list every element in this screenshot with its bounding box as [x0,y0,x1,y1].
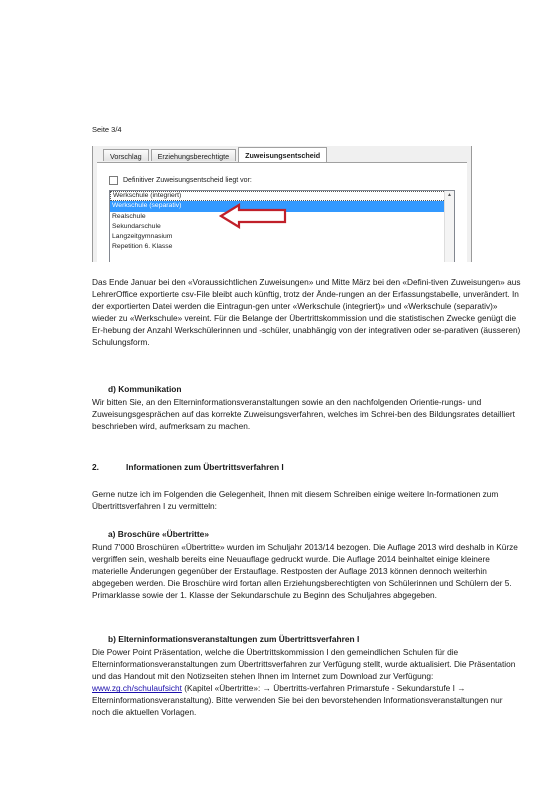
tab-vorschlag[interactable]: Vorschlag [103,149,149,161]
heading-kommunikation: d) Kommunikation [108,384,182,394]
definitive-decision-row[interactable] [109,176,252,185]
embedded-screenshot [92,146,472,262]
paragraph-export: Das Ende Januar bei den «Voraussichtlichen Zuweisungen» und Mitte März bei den «Defini-tiven Zuweisungen» aus LehrerOffice exportierte csv-File bleibt auch künftig, trotz der Ände-rungen an der Erfassungstabelle, unverändert. In der exportierten Datei werden die Eintragun-gen unter «Werkschule (integriert)» und «Werkschule (separativ)» wieder zu «Werkschule» vereint. Für die Belange der Übertrittskommission und die statistischen Zwecke genügt die Er-hebung der Anzahl Werkschülerinnen und -schüler, unabhängig von der integrativen oder se-parativen (äusseren) Schulungsform. [92,277,521,348]
list-item-selected[interactable]: Werkschule (separativ) [110,201,454,211]
paragraph-broschuere: Rund 7'000 Broschüren «Übertritte» wurden im Schuljahr 2013/14 bezogen. Die Auflage 2013 wird deshalb in Kürze vergriffen sein, weshalb bereits eine Neuauflage gedruckt wurde. Die Auflage 2014 beinhaltet einige kleinere materielle Änderungen gegenüber der Erstauflage. Restposten der Auflage 2013 können dennoch weiterhin abgegeben werden. Die Broschüre wird fortan allen Erziehungsberechtigten von Schülerinnen und Schülern der 5. Primarklasse sowie der 1. Klasse der Sekundarschule zu Beginn des Schuljahres abgegeben. [92,542,518,601]
section-title: Informationen zum Übertrittsverfahren I [126,462,284,472]
definitive-decision-checkbox[interactable] [109,176,118,185]
definitive-decision-label: Definitiver Zuweisungsentscheid liegt vor: [123,177,252,184]
paragraph-part: Die Power Point Präsentation, welche die Übertrittskommission I den gemeindlichen Schulen für die Elterninformationsveranstaltungen zum Übertrittsverfahren zur Verfügung stellt, wurde aktualisiert. Die Präsentation und das Handout mit den Notizseiten stehen Ihnen im Internet zum Download zur Verfügung: [92,647,516,682]
tab-bar [103,149,329,163]
tab-panel [97,162,467,262]
listbox-scrollbar[interactable] [444,191,454,262]
heading-elterninformation: b) Elterninformationsveranstaltungen zum Übertrittsverfahren I [108,634,360,644]
schulaufsicht-link[interactable]: www.zg.ch/schulaufsicht [92,683,182,694]
page-number: Seite 3/4 [92,125,122,134]
paragraph-elterninformation [92,646,522,719]
tab-zuweisungsentscheid[interactable]: Zuweisungsentscheid [238,147,327,162]
list-item[interactable]: Repetition 6. Klasse [112,243,173,251]
red-arrow-icon [219,203,289,229]
paragraph-intro: Gerne nutze ich im Folgenden die Gelegenheit, Ihnen mit diesem Schreiben einige weitere In-formationen zum Übertrittsverfahren I zu vermitteln: [92,489,499,512]
paragraph-kommunikation: Wir bitten Sie, an den Elterninformationsveranstaltungen sowie an den nachfolgenden Orientie-rungs- und Zuweisungsgesprächen auf das korrekte Zuweisungsverfahren, welches im Schrei-ben des Bildungsrates detailliert beschrieben wird, aufmerksam zu machen. [92,397,515,432]
heading-broschuere: a) Broschüre «Übertritte» [108,529,209,539]
list-item[interactable]: Sekundarschule [112,222,161,230]
section-heading [92,462,284,472]
list-item[interactable]: Realschule [112,212,146,220]
list-item[interactable]: Werkschule (integriert) [110,191,454,201]
section-number: 2. [92,462,99,472]
paragraph-part: (Kapitel «Übertritte»: → Übertritts-verfahren Primarstufe - Sekundarstufe I → Elterninformationsveranstaltung). Bitte verwenden Sie bei den bevorstehenden Informationsveranstaltungen nur noch die aktuellen Vorlagen. [92,683,503,718]
list-item[interactable]: Langzeitgymnasium [112,233,173,241]
tab-erziehungsberechtigte[interactable]: Erziehungsberechtigte [151,149,237,161]
scroll-up-icon[interactable]: ▲ [447,192,452,198]
